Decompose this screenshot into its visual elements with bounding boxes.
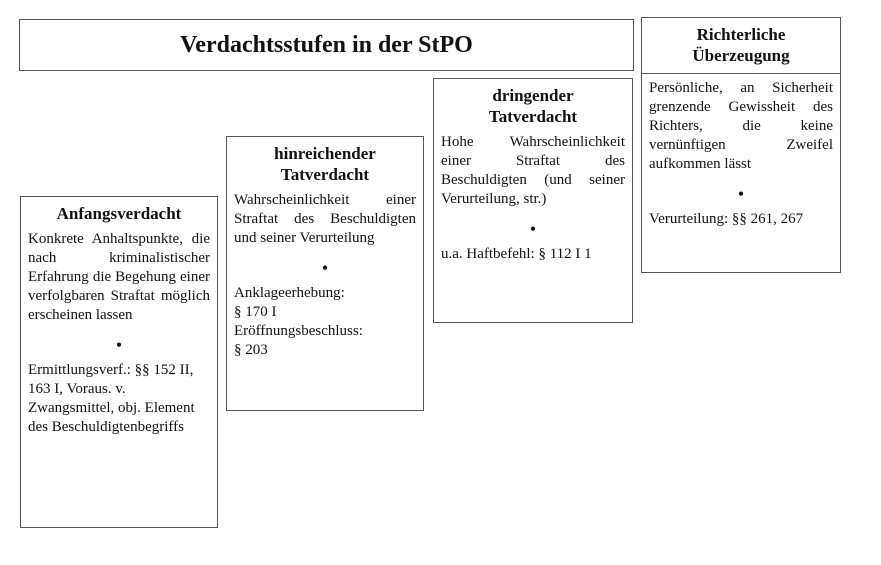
stage-heading <box>642 18 840 74</box>
stage-description: Wahrscheinlichkeit einer Straftat des Beschuldigten und seiner Verurteilung <box>234 192 416 246</box>
stage-description: Hohe Wahrscheinlichkeit einer Straftat des Beschuldigten (und seiner Verurteilung, str.) <box>441 134 625 207</box>
stage-description: Konkrete Anhaltspunkte, die nach kriminalistischer Erfahrung die Begehung einer verfolgbaren Straftat möglich erscheinen lassen <box>28 231 210 323</box>
stage-reference <box>234 284 416 360</box>
stage-heading-line: Überzeugung <box>692 46 790 65</box>
stage-heading-line: Richterliche <box>696 25 786 44</box>
stage-reference: u.a. Haftbefehl: § 112 I 1 <box>441 246 592 262</box>
stage-heading-line: Tatverdacht <box>280 165 370 184</box>
reference-line: Anklageerhebung: <box>234 285 345 301</box>
bullet-separator: • <box>115 335 123 355</box>
stage-heading <box>441 85 625 127</box>
stage-richterliche-ueberzeugung <box>641 17 841 273</box>
diagram-title: Verdachtsstufen in der StPO <box>180 31 473 58</box>
stage-heading-line: hinreichender <box>274 144 376 163</box>
stage-reference: Verurteilung: §§ 261, 267 <box>649 211 804 227</box>
reference-line: § 170 I <box>234 304 277 320</box>
reference-line: Eröffnungsbeschluss: <box>234 323 363 339</box>
diagram-title-box <box>19 19 634 71</box>
stage-heading <box>234 143 416 185</box>
stage-description: Persönliche, an Sicherheit grenzende Gewissheit des Richters, die keine vernünftigen Zweifel aufkommen lässt <box>649 80 833 172</box>
stage-hinreichender-tatverdacht <box>226 136 424 411</box>
bullet-separator: • <box>529 219 537 239</box>
stage-heading: Anfangsverdacht <box>56 204 182 223</box>
stage-reference: Ermittlungsverf.: §§ 152 II, 163 I, Voraus. v. Zwangsmittel, obj. Element des Beschuldigtenbegriffs <box>28 362 195 435</box>
stage-anfangsverdacht <box>20 196 218 528</box>
stage-body <box>642 74 840 234</box>
stage-heading-line: dringender <box>492 86 574 105</box>
stage-heading-line: Tatverdacht <box>488 107 578 126</box>
bullet-separator: • <box>321 258 329 278</box>
stage-dringender-tatverdacht <box>433 78 633 323</box>
reference-line: § 203 <box>234 342 268 358</box>
bullet-separator: • <box>737 184 745 204</box>
